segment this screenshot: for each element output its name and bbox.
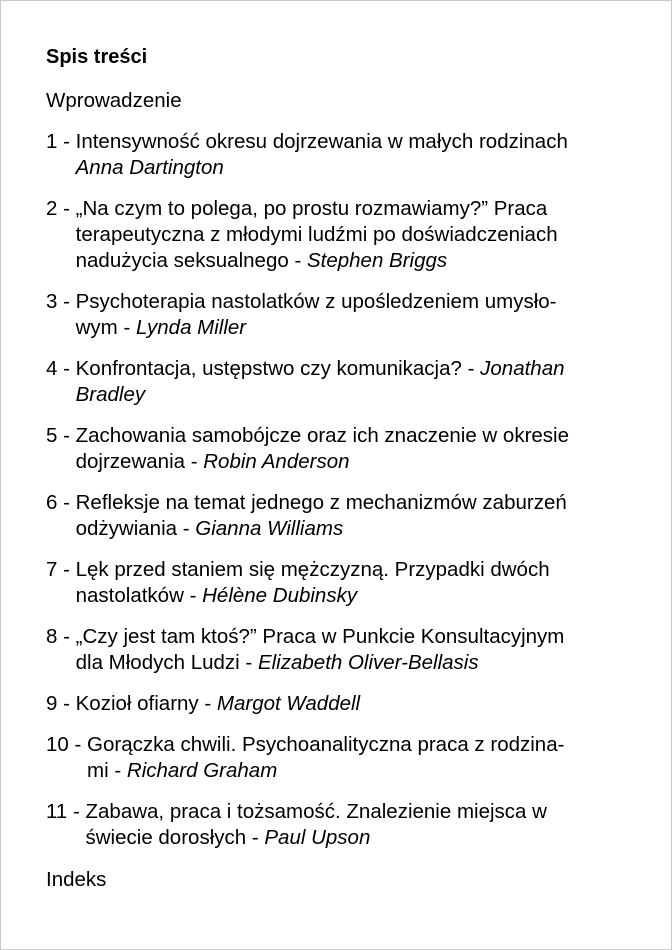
toc-entry-title-line: terapeutyczna z młodymi ludźmi po doświadczeniach xyxy=(75,223,558,246)
toc-entry-title-line: odżywiania - xyxy=(75,517,190,540)
toc-entry-number: 2 xyxy=(46,197,58,220)
toc-entry-number: 7 xyxy=(46,558,58,581)
toc-entry-title-line: Psychoterapia nastolatków z upośledzeniem umysło- xyxy=(75,290,557,313)
toc-entry-author: Margot Waddell xyxy=(216,692,361,715)
toc-entry xyxy=(46,356,636,408)
toc-entry xyxy=(46,732,636,784)
toc-entry-separator: - xyxy=(57,424,76,447)
toc-entry-author: Hélène Dubinsky xyxy=(202,584,358,607)
toc-entries xyxy=(46,129,636,851)
toc-entry-author: Lynda Miller xyxy=(135,316,247,339)
toc-entry-author: Paul Upson xyxy=(264,826,371,849)
toc-entry-separator: - xyxy=(57,357,76,380)
toc-entry-title-line: dla Młodych Ludzi - xyxy=(75,651,253,674)
toc-entry-separator: - xyxy=(57,197,76,220)
toc-entry-text xyxy=(46,490,636,542)
toc-entry xyxy=(46,490,636,542)
table-of-contents xyxy=(46,44,636,893)
toc-entry xyxy=(46,289,636,341)
toc-entry-number: 3 xyxy=(46,290,58,313)
toc-entry-text xyxy=(46,289,636,341)
toc-entry-title-line: nastolatków - xyxy=(75,584,197,607)
toc-entry-text xyxy=(46,423,636,475)
toc-entry-title-line: mi - xyxy=(87,759,122,782)
toc-entry-number: 1 xyxy=(46,130,58,153)
toc-entry-title-line: Intensywność okresu dojrzewania w małych rodzinach xyxy=(75,130,568,153)
toc-entry-separator: - xyxy=(67,800,86,823)
toc-entry xyxy=(46,557,636,609)
toc-entry xyxy=(46,196,636,274)
toc-entry-separator: - xyxy=(57,290,76,313)
toc-entry-separator: - xyxy=(57,625,76,648)
toc-entry-text xyxy=(46,624,636,676)
toc-entry-number: 9 xyxy=(46,692,58,715)
toc-entry-author: Jonathan Bradley xyxy=(75,357,565,406)
toc-entry-author: Elizabeth Oliver-Bellasis xyxy=(257,651,479,674)
toc-entry xyxy=(46,129,636,181)
toc-entry xyxy=(46,799,636,851)
toc-entry-text xyxy=(46,799,636,851)
toc-entry-title-line: Refleksje na temat jednego z mechanizmów zaburzeń xyxy=(75,491,567,514)
toc-entry-author: Stephen Briggs xyxy=(306,249,448,272)
toc-entry-separator: - xyxy=(57,130,76,153)
toc-entry xyxy=(46,423,636,475)
toc-entry-title-line: „Na czym to polega, po prostu rozmawiamy?” Praca xyxy=(75,197,548,220)
toc-entry-author: Robin Anderson xyxy=(203,450,350,473)
toc-entry-title-line: dojrzewania - xyxy=(75,450,198,473)
toc-entry-title-line: świecie dorosłych - xyxy=(85,826,259,849)
toc-entry-separator: - xyxy=(57,491,76,514)
toc-entry-text xyxy=(46,732,636,784)
toc-title: Spis treści xyxy=(46,46,148,68)
toc-entry-title-line: wym - xyxy=(75,316,131,339)
toc-entry-title-line: Zachowania samobójcze oraz ich znaczenie w okresie xyxy=(75,424,570,447)
toc-entry-title-line: Zabawa, praca i tożsamość. Znalezienie miejsca w xyxy=(85,800,547,823)
toc-entry-separator: - xyxy=(57,692,76,715)
toc-entry-number: 8 xyxy=(46,625,58,648)
toc-entry-number: 5 xyxy=(46,424,58,447)
toc-entry-title-line: „Czy jest tam ktoś?” Praca w Punkcie Konsultacyjnym xyxy=(75,625,565,648)
toc-entry-number: 4 xyxy=(46,357,58,380)
toc-entry-separator: - xyxy=(68,733,88,756)
toc-entry-number: 10 xyxy=(46,733,69,756)
toc-entry xyxy=(46,691,636,717)
toc-entry-number: 11 xyxy=(46,800,68,823)
toc-entry-separator: - xyxy=(57,558,76,581)
toc-entry-text xyxy=(46,691,636,717)
toc-entry-author: Anna Dartington xyxy=(75,156,224,179)
toc-entry-text xyxy=(46,356,636,408)
toc-entry-author: Richard Graham xyxy=(126,759,278,782)
toc-entry-title-line: Gorączka chwili. Psychoanalityczna praca z rodzina- xyxy=(87,733,565,756)
toc-entry xyxy=(46,624,636,676)
toc-entry-text xyxy=(46,557,636,609)
toc-entry-title-line: nadużycia seksualnego - xyxy=(75,249,302,272)
toc-entry-title-line: Lęk przed staniem się mężczyzną. Przypadki dwóch xyxy=(75,558,550,581)
toc-index: Indeks xyxy=(46,868,107,891)
toc-entry-number: 6 xyxy=(46,491,58,514)
toc-entry-text xyxy=(46,196,636,274)
toc-entry-title-line: Kozioł ofiarny - xyxy=(75,692,212,715)
toc-entry-author: Gianna Williams xyxy=(195,517,344,540)
toc-entry-text xyxy=(46,129,636,181)
toc-entry-title-line: Konfrontacja, ustępstwo czy komunikacja? - xyxy=(75,357,475,380)
toc-intro: Wprowadzenie xyxy=(46,89,182,112)
